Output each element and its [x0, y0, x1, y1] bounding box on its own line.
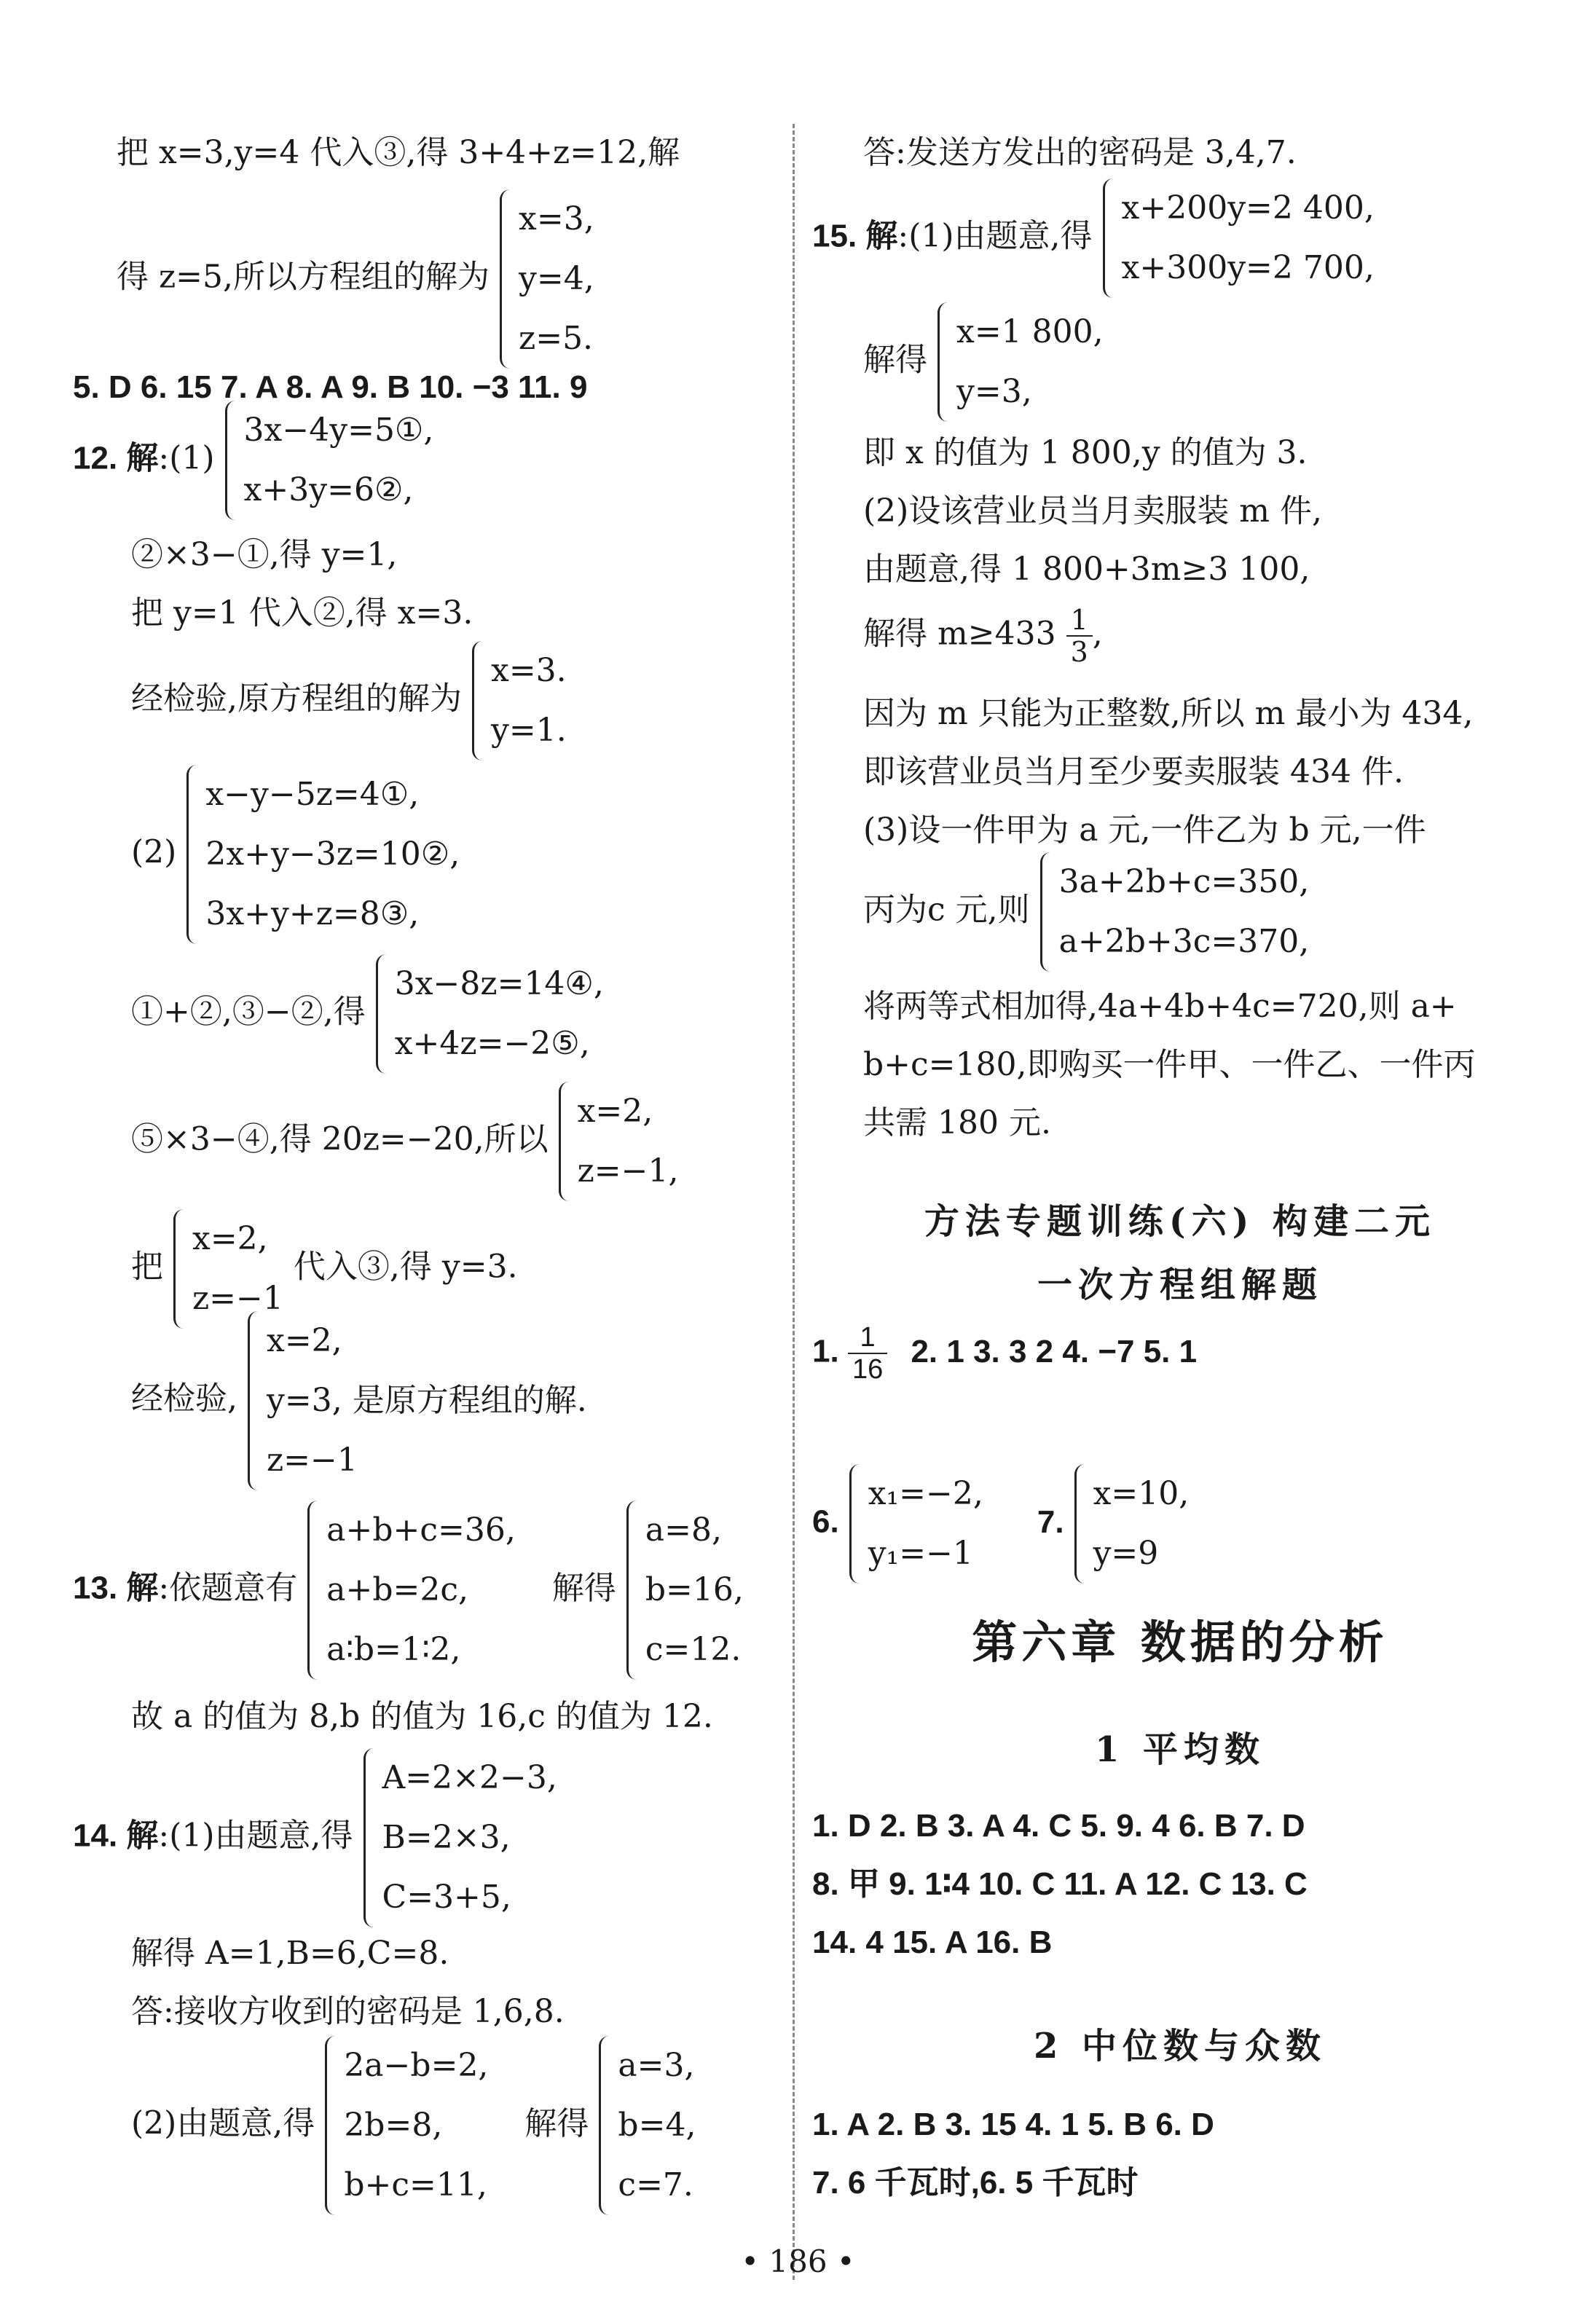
equation-system [472, 641, 567, 760]
text-line: ②×3−①,得 y=1, [131, 536, 398, 573]
fraction-numerator: 1 [848, 1322, 887, 1354]
answer-row: 1. D 2. B 3. A 4. C 5. 9. 4 6. B 7. D [812, 1808, 1305, 1844]
section-title: 方法专题训练(六) 构建二元 [924, 1201, 1436, 1242]
text-line: 由题意,得 1 800+3m≥3 100, [863, 551, 1310, 588]
text-line: (2) [131, 833, 177, 871]
text-line-block [863, 605, 1103, 667]
equation-system [376, 954, 604, 1074]
equation-system [599, 2036, 696, 2215]
fraction [1066, 605, 1093, 667]
equation: x=2, [267, 1322, 342, 1359]
answer-list: 2. 1 3. 3 2 4. −7 5. 1 [911, 1333, 1198, 1369]
equation-system [325, 2036, 488, 2215]
text-line: (2)设该营业员当月卖服装 m 件, [863, 492, 1323, 530]
answer-label: 1. [812, 1333, 839, 1369]
equation-system [225, 401, 434, 520]
equation: a∶b=1∶2, [326, 1631, 461, 1668]
answer-row: 1. A 2. B 3. 15 4. 1 5. B 6. D [812, 2107, 1214, 2142]
equation-block [117, 189, 594, 369]
equation: b+c=11, [344, 2166, 487, 2203]
equation: x+200y=2 400, [1121, 189, 1375, 227]
equation: 2a−b=2, [344, 2047, 489, 2084]
text-line: 经检验, [131, 1380, 237, 1418]
text-line: 解得 [863, 341, 927, 379]
question-label: 15. 解 [812, 218, 898, 254]
text-line: 把 [131, 1248, 163, 1286]
equation: x+3y=6②, [243, 471, 414, 508]
equation: y=3, 是原方程组的解. [267, 1382, 587, 1419]
question-13 [73, 1501, 744, 1680]
equation: 2b=8, [344, 2107, 443, 2144]
equation: 3x+y+z=8③, [205, 895, 420, 932]
equation: y=3, [956, 373, 1032, 410]
question-12 [73, 401, 433, 520]
equation: x=2, [192, 1220, 268, 1257]
column-divider [793, 124, 795, 2280]
equation: x=3, [519, 200, 594, 237]
equation: 2x+y−3z=10②, [205, 835, 460, 873]
equation: a=8, [645, 1511, 722, 1549]
text-line: (2)由题意,得 [131, 2104, 315, 2142]
answer-row: 8. 甲 9. 1∶4 10. C 11. A 12. C 13. C [812, 1866, 1308, 1902]
equation-system [363, 1748, 557, 1927]
text-line: b+c=180,即购买一件甲、一件乙、一件丙 [863, 1046, 1476, 1083]
text-line: 共需 180 元. [863, 1104, 1051, 1141]
question-label: 12. 解 [73, 440, 159, 476]
fraction [848, 1322, 887, 1385]
fraction-numerator: 1 [1066, 605, 1093, 637]
question-label: 13. 解 [73, 1570, 159, 1606]
equation: x+4z=−2⑤, [394, 1025, 590, 1062]
equation-system [937, 302, 1104, 422]
equation: 3x−8z=14④, [394, 965, 604, 1002]
equation-system [1074, 1464, 1190, 1584]
equation: a+b=2c, [326, 1571, 468, 1608]
text-line: ①+②,③−②,得 [131, 993, 366, 1031]
equation: c=12. [645, 1631, 742, 1668]
text-line-block [131, 1082, 679, 1201]
question-15 [812, 178, 1375, 298]
text-line: ⑤×3−④,得 20z=−20,所以 [131, 1120, 549, 1158]
answer-label: 6. [812, 1503, 839, 1540]
equation: x+300y=2 700, [1121, 249, 1375, 286]
text-line: 答:接收方收到的密码是 1,6,8. [131, 1993, 565, 2030]
equation: b=16, [645, 1571, 744, 1608]
equation-system [1040, 852, 1310, 972]
text-line: 将两等式相加得,4a+4b+4c=720,则 a+ [863, 988, 1457, 1025]
answer-row [812, 1464, 1189, 1584]
equation-system [626, 1501, 744, 1680]
equation: 3x−4y=5①, [243, 412, 434, 449]
equation: A=2×2−3, [382, 1759, 557, 1796]
equation: B=2×3, [382, 1819, 511, 1856]
text-line: 解得 [551, 1569, 616, 1607]
fraction-denominator: 16 [852, 1354, 884, 1385]
equation: x=1 800, [956, 313, 1104, 350]
answer-row [812, 1322, 1197, 1385]
equation: a+b+c=36, [326, 1511, 516, 1549]
text-line: 得 z=5,所以方程组的解为 [117, 258, 490, 296]
text-line: 即该营业员当月至少要卖服装 434 件. [863, 753, 1404, 790]
text-line-block [863, 302, 1104, 422]
text-line-block [131, 2036, 696, 2215]
answer-row: 7. 6 千瓦时,6. 5 千瓦时 [812, 2165, 1139, 2201]
text-line: 丙为c 元,则 [863, 891, 1030, 929]
chapter-title: 第六章 数据的分析 [972, 1616, 1388, 1669]
equation-system [1103, 178, 1375, 298]
equation: z=−1 [267, 1442, 358, 1479]
text-line: 答:发送方发出的密码是 3,4,7. [863, 134, 1297, 171]
equation: x−y−5z=4①, [205, 776, 420, 813]
text-line: :(1) [158, 439, 215, 477]
equation: x=3. [491, 652, 567, 689]
page-number: • 186 • [741, 2244, 855, 2279]
section-title: 一次方程组解题 [1037, 1265, 1323, 1305]
text-line: 故 a 的值为 8,b 的值为 16,c 的值为 12. [131, 1698, 713, 1735]
equation: y=4, [519, 260, 594, 297]
equation: z=−1, [577, 1152, 679, 1190]
equation: 3a+2b+c=350, [1058, 863, 1310, 900]
equation: z=5. [519, 320, 594, 357]
text-line: 解得 m≥433 [863, 615, 1056, 653]
text-line: (3)设一件甲为 a 元,一件乙为 b 元,一件 [863, 811, 1426, 849]
equation-system [559, 1082, 679, 1201]
equation: C=3+5, [382, 1879, 511, 1916]
answer-label: 7. [1037, 1503, 1064, 1540]
equation-system [849, 1464, 983, 1584]
equation: c=7. [618, 2166, 693, 2203]
equation: x=2, [577, 1093, 653, 1130]
text-line-block [863, 852, 1309, 972]
equation: a+2b+3c=370, [1058, 923, 1310, 960]
equation-system [307, 1501, 516, 1680]
text-line: :(1)由题意,得 [158, 1817, 353, 1855]
text-line: 把 y=1 代入②,得 x=3. [131, 594, 473, 632]
equation: a=3, [618, 2047, 695, 2084]
text-line: 经检验,原方程组的解为 [131, 680, 462, 717]
answer-row: 5. D 6. 15 7. A 8. A 9. B 10. −3 11. 9 [73, 369, 588, 405]
equation: x=10, [1093, 1475, 1190, 1512]
text-line: 解得 A=1,B=6,C=8. [131, 1935, 449, 1972]
text-line: , [1092, 615, 1103, 653]
text-line: 即 x 的值为 1 800,y 的值为 3. [863, 434, 1308, 471]
equation: y₁=−1 [868, 1535, 973, 1572]
text-line-block [131, 1311, 587, 1490]
equation: y=1. [491, 712, 567, 749]
section-title: 1 平均数 [1094, 1729, 1266, 1770]
text-line-block [131, 954, 604, 1074]
text-line-block [131, 765, 460, 944]
equation-system [500, 189, 594, 369]
text-line: :依题意有 [158, 1569, 298, 1607]
text-line-block [131, 641, 567, 760]
equation-system [186, 765, 460, 944]
question-14 [73, 1748, 557, 1927]
equation: y=9 [1093, 1535, 1159, 1572]
text-line: :(1)由题意,得 [897, 217, 1093, 255]
section-title: 2 中位数与众数 [1033, 2026, 1327, 2067]
answer-row: 14. 4 15. A 16. B [812, 1924, 1053, 1960]
equation: z=−1 [192, 1280, 283, 1317]
equation: x₁=−2, [868, 1475, 983, 1512]
text-line: 把 x=3,y=4 代入③,得 3+4+z=12,解 [117, 134, 680, 171]
text-line: 代入③,得 y=3. [293, 1248, 518, 1286]
fraction-denominator: 3 [1070, 636, 1088, 668]
text-line: 解得 [524, 2104, 589, 2142]
question-label: 14. 解 [73, 1817, 159, 1854]
equation: b=4, [618, 2107, 696, 2144]
text-line: 因为 m 只能为正整数,所以 m 最小为 434, [863, 695, 1474, 732]
equation-system [248, 1311, 587, 1490]
